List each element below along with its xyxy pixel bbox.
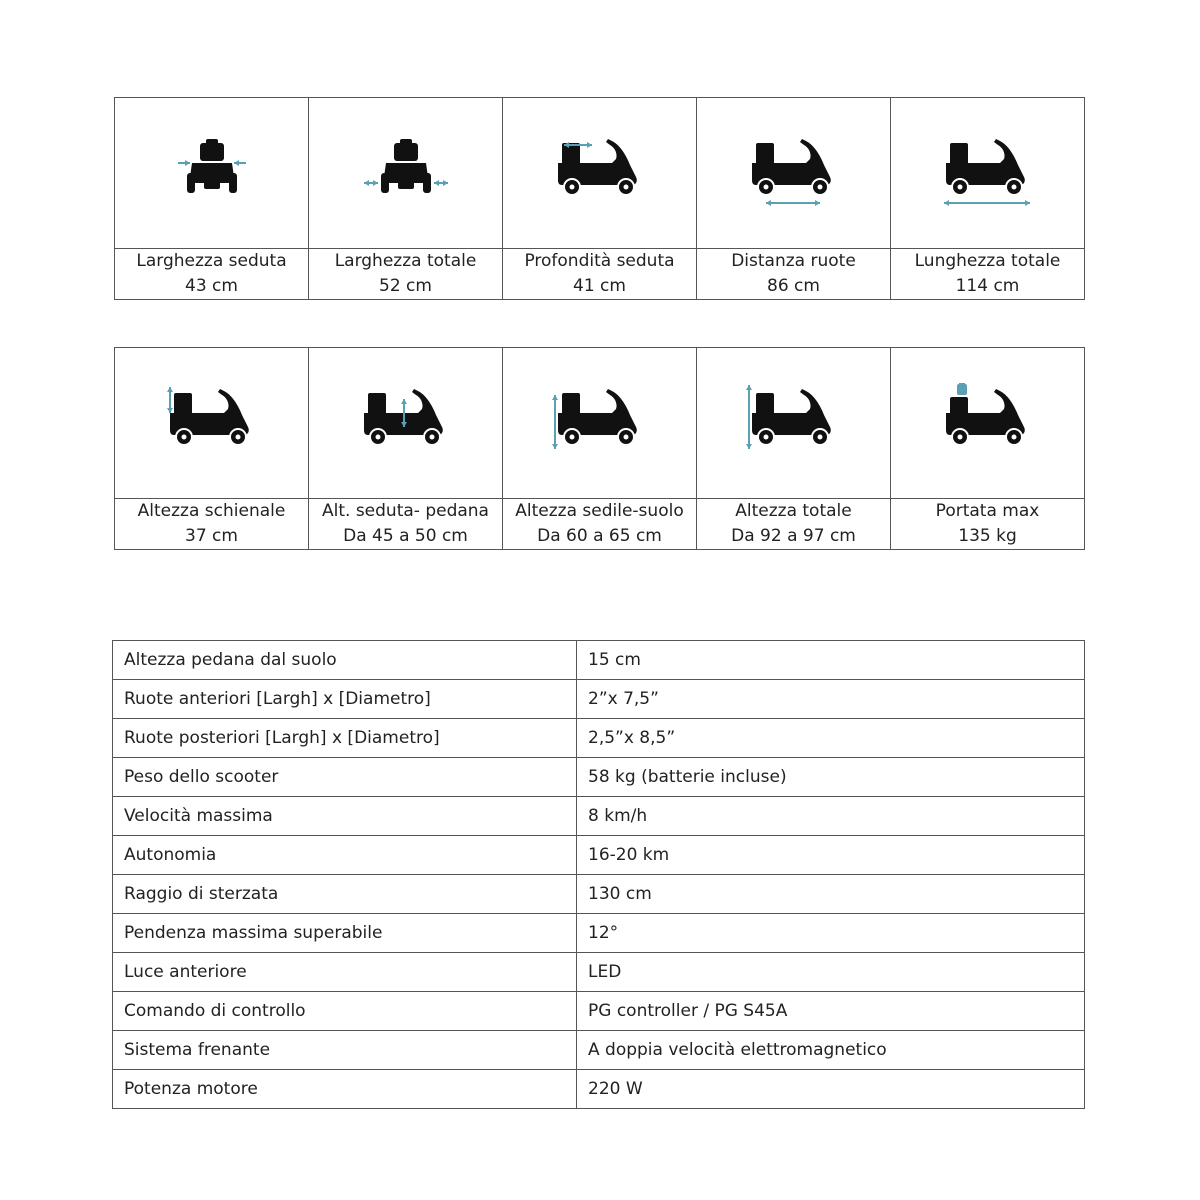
side-view-seat-depth-icon [552, 133, 648, 213]
spec-label: Luce anteriore [113, 953, 577, 992]
spec-label: Velocità massima [113, 797, 577, 836]
dimension-label: Distanza ruote [731, 251, 856, 271]
label-row [115, 249, 1085, 300]
spec-row [113, 641, 1085, 680]
dimension-cell [503, 249, 697, 300]
side-view-max-load-icon [940, 383, 1036, 463]
dimension-value: 43 cm [185, 276, 238, 296]
spec-row [113, 758, 1085, 797]
spec-value: 2”x 7,5” [577, 680, 1085, 719]
side-view-wheelbase-icon [746, 133, 842, 213]
dimension-cell [115, 499, 309, 550]
spec-row [113, 836, 1085, 875]
spec-row [113, 1031, 1085, 1070]
dimension-cell [891, 249, 1085, 300]
spec-value: 16-20 km [577, 836, 1085, 875]
spec-row [113, 719, 1085, 758]
icon-cell [891, 348, 1085, 499]
side-view-backrest-height-icon [164, 383, 260, 463]
spec-row [113, 1070, 1085, 1109]
icon-row [115, 98, 1085, 249]
spec-value: 15 cm [577, 641, 1085, 680]
icon-cell [503, 348, 697, 499]
dimension-value: 41 cm [573, 276, 626, 296]
side-view-seat-ground-icon [552, 383, 648, 463]
specifications-body [113, 641, 1085, 1109]
spec-label: Sistema frenante [113, 1031, 577, 1070]
dimension-value: 86 cm [767, 276, 820, 296]
dimension-label: Altezza schienale [137, 501, 286, 521]
dimension-label: Profondità seduta [524, 251, 675, 271]
dimension-value: Da 92 a 97 cm [731, 526, 856, 546]
spec-label: Ruote posteriori [Largh] x [Diametro] [113, 719, 577, 758]
icon-cell [891, 98, 1085, 249]
icon-cell [697, 98, 891, 249]
spec-value: 2,5”x 8,5” [577, 719, 1085, 758]
spec-row [113, 797, 1085, 836]
side-view-total-length-icon [940, 133, 1036, 213]
dimension-cell [309, 499, 503, 550]
dimension-value: 135 kg [958, 526, 1017, 546]
icon-cell [115, 98, 309, 249]
dimension-label: Lunghezza totale [914, 251, 1061, 271]
dimension-label: Alt. seduta- pedana [322, 501, 489, 521]
spec-label: Pendenza massima superabile [113, 914, 577, 953]
icon-row [115, 348, 1085, 499]
spec-row [113, 953, 1085, 992]
dimension-label: Altezza sedile-suolo [515, 501, 684, 521]
front-view-total-width-icon [358, 133, 454, 213]
spec-row [113, 992, 1085, 1031]
dimension-label: Portata max [935, 501, 1040, 521]
spec-value: 130 cm [577, 875, 1085, 914]
spec-row [113, 914, 1085, 953]
spec-value: A doppia velocità elettromagnetico [577, 1031, 1085, 1070]
spec-value: 220 W [577, 1070, 1085, 1109]
icon-cell [503, 98, 697, 249]
spec-label: Raggio di sterzata [113, 875, 577, 914]
spec-label: Comando di controllo [113, 992, 577, 1031]
front-view-seat-width-icon [164, 133, 260, 213]
dimension-value: Da 45 a 50 cm [343, 526, 468, 546]
dimension-label: Altezza totale [735, 501, 852, 521]
spec-label: Potenza motore [113, 1070, 577, 1109]
spec-label: Peso dello scooter [113, 758, 577, 797]
spec-value: 12° [577, 914, 1085, 953]
spec-label: Ruote anteriori [Largh] x [Diametro] [113, 680, 577, 719]
dimension-cell [115, 249, 309, 300]
icon-cell [115, 348, 309, 499]
dimension-cell [891, 499, 1085, 550]
spec-value: LED [577, 953, 1085, 992]
side-view-total-height-icon [746, 383, 842, 463]
dimension-cell [503, 499, 697, 550]
dimension-label: Larghezza totale [334, 251, 477, 271]
spec-label: Autonomia [113, 836, 577, 875]
dimension-cell [697, 249, 891, 300]
spec-row [113, 875, 1085, 914]
dimension-value: 114 cm [955, 276, 1020, 296]
spec-value: PG controller / PG S45A [577, 992, 1085, 1031]
dimension-value: Da 60 a 65 cm [537, 526, 662, 546]
icon-cell [309, 348, 503, 499]
dimensions-grid-1 [114, 97, 1085, 300]
side-view-seat-footrest-icon [358, 383, 454, 463]
dimension-cell [309, 249, 503, 300]
icon-cell [697, 348, 891, 499]
spec-value: 8 km/h [577, 797, 1085, 836]
spec-label: Altezza pedana dal suolo [113, 641, 577, 680]
dimension-value: 52 cm [379, 276, 432, 296]
dimension-label: Larghezza seduta [136, 251, 287, 271]
specifications-table [112, 640, 1085, 1109]
label-row [115, 499, 1085, 550]
dimension-cell [697, 499, 891, 550]
spec-value: 58 kg (batterie incluse) [577, 758, 1085, 797]
icon-cell [309, 98, 503, 249]
dimensions-grid-2 [114, 347, 1085, 550]
dimension-value: 37 cm [185, 526, 238, 546]
spec-row [113, 680, 1085, 719]
